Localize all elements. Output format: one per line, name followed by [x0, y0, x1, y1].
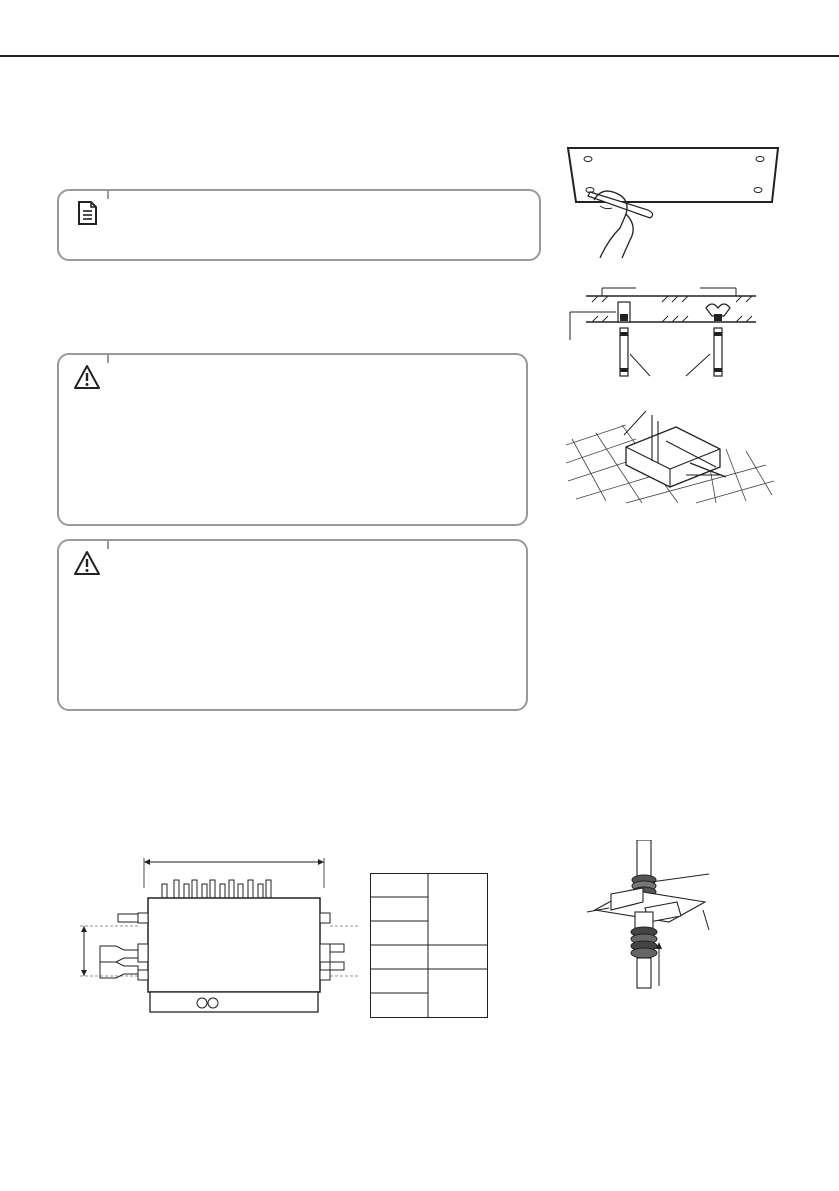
warning-box-1 [57, 353, 528, 526]
box-tab [107, 353, 109, 363]
warning-icon [73, 549, 101, 577]
dimension-table [370, 873, 488, 1018]
header-rule [0, 55, 839, 57]
note-box [57, 189, 541, 261]
anchor-bolt-illustration [566, 280, 766, 385]
pipe-clamp-illustration [585, 840, 725, 990]
warning-box-2 [57, 539, 528, 711]
unit-dimension-diagram [78, 858, 358, 1018]
warning-icon [73, 363, 101, 391]
box-tab [107, 189, 109, 199]
note-icon [73, 199, 101, 227]
box-tab [107, 539, 109, 549]
ceiling-template-illustration [560, 140, 790, 265]
ceiling-grid-illustration [566, 405, 776, 505]
